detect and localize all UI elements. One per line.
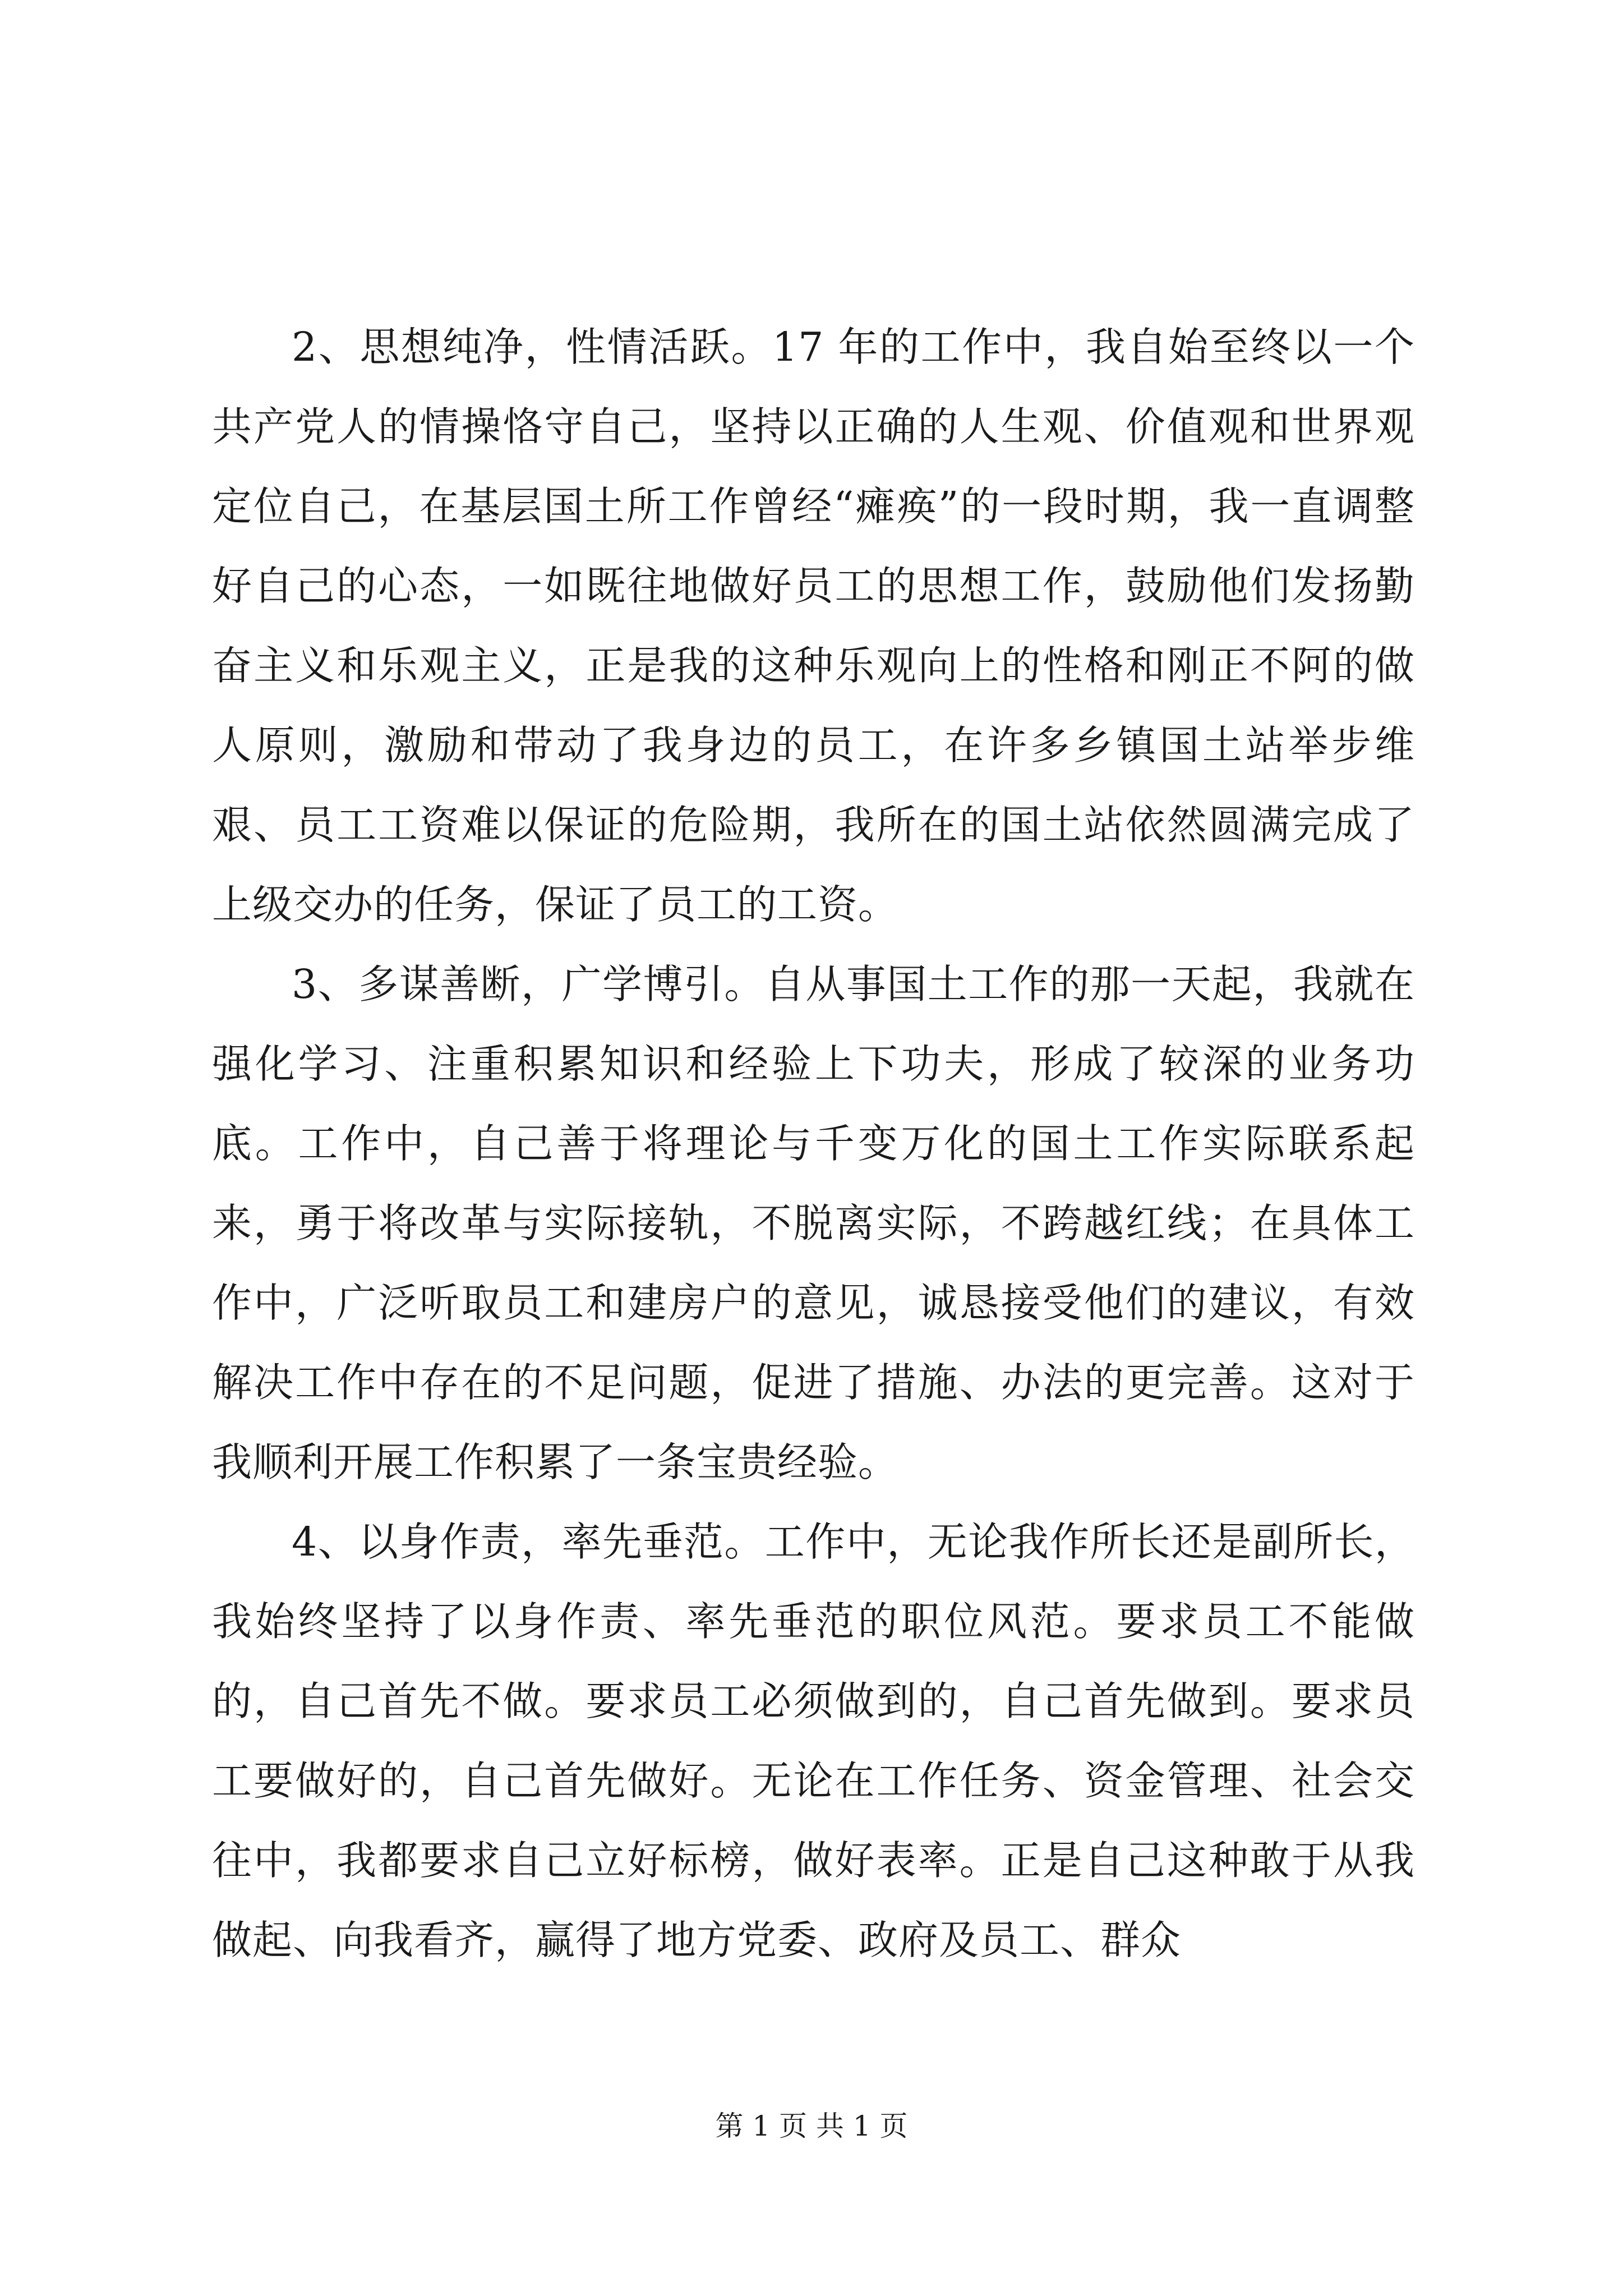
paragraph-3: 3、多谋善断，广学博引。自从事国土工作的那一天起，我就在强化学习、注重积累知识和经验上下功夫，形成了较深的业务功底。工作中，自己善于将理论与千变万化的国土工作实际联系起来，勇于将改革与实际接轨，不脱离实际，不跨越红线；在具体工作中，广泛听取员工和建房户的意见，诚恳接受他们的建议，有效解决工作中存在的不足问题，促进了措施、办法的更完善。这对于我顺利开展工作积累了一条宝贵经验。 (212, 961, 1415, 1485)
page-footer: 第 1 页 共 1 页 (715, 2110, 908, 2142)
document-body (212, 307, 1415, 1980)
paragraph-4: 4、以身作责，率先垂范。工作中，无论我作所长还是副所长，我始终坚持了以身作责、率先垂范的职位风范。要求员工不能做的，自己首先不做。要求员工必须做到的，自己首先做到。要求员工要做好的，自己首先做好。无论在工作任务、资金管理、社会交往中，我都要求自己立好标榜，做好表率。正是自己这种敢于从我做起、向我看齐，赢得了地方党委、政府及员工、群众 (212, 1519, 1415, 1963)
paragraph-2: 2、思想纯净，性情活跃。17 年的工作中，我自始至终以一个共产党人的情操恪守自己，坚持以正确的人生观、价值观和世界观定位自己，在基层国土所工作曾经“瘫痪”的一段时期，我一直调整好自己的心态，一如既往地做好员工的思想工作，鼓励他们发扬勤奋主义和乐观主义，正是我的这种乐观向上的性格和刚正不阿的做人原则，激励和带动了我身边的员工，在许多乡镇国土站举步维艰、员工工资难以保证的危险期，我所在的国土站依然圆满完成了上级交办的任务，保证了员工的工资。 (212, 324, 1415, 928)
